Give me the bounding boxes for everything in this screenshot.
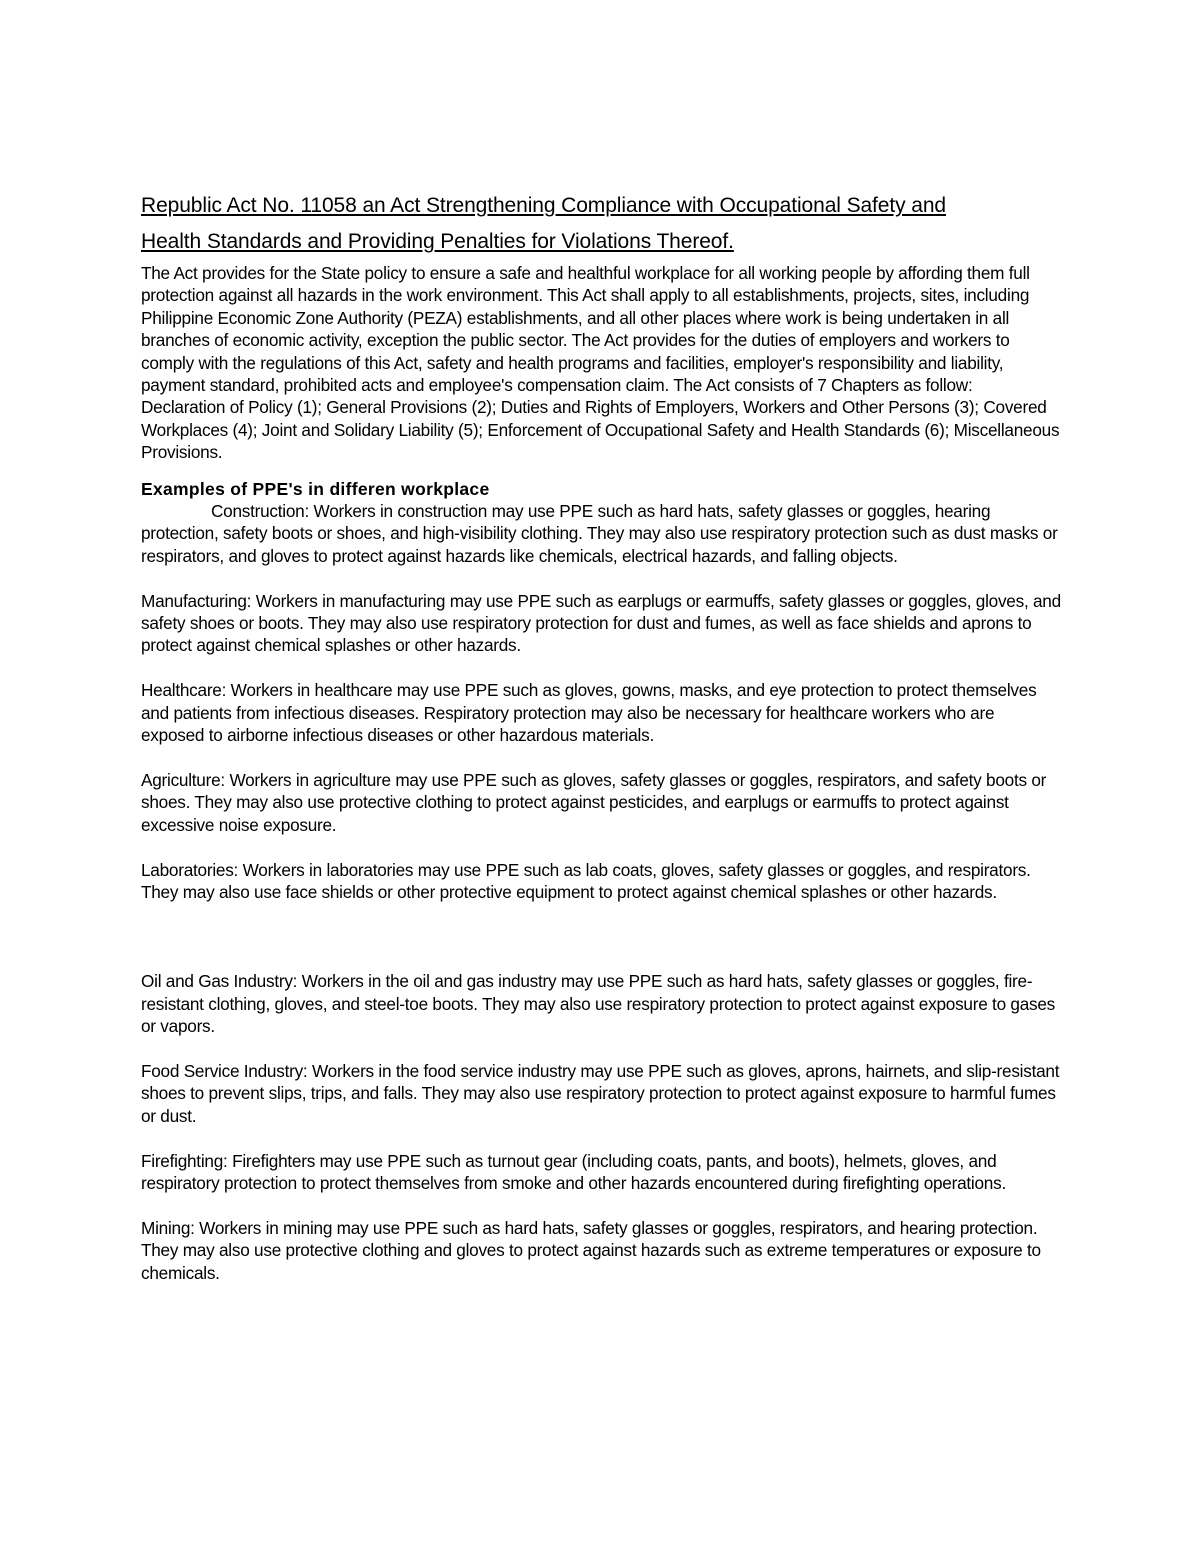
example-food-service: Food Service Industry: Workers in the food service industry may use PPE such as gloves, aprons, hairnets, and slip-resistant shoes to prevent slips, trips, and falls. They may also use respiratory protection to protect against exposure to harmful fumes or dust. bbox=[141, 1060, 1060, 1126]
document-page bbox=[141, 188, 1061, 1284]
example-firefighting: Firefighting: Firefighters may use PPE such as turnout gear (including coats, pants, and boots), helmets, gloves, and respiratory protection to protect themselves from smoke and other hazards encountered during firefighting operations. bbox=[141, 1150, 1006, 1193]
example-construction: Construction: Workers in construction may use PPE such as hard hats, safety glasses or goggles, hearing protection, safety boots or shoes, and high-visibility clothing. They may also use respiratory protection such as dust masks or respirators, and gloves to protect against hazards like chemicals, electrical hazards, and falling objects. bbox=[141, 501, 1058, 566]
document-title bbox=[141, 188, 1061, 260]
document-title-line-1: Republic Act No. 11058 an Act Strengthening Compliance with Occupational Safety and bbox=[141, 194, 946, 217]
example-manufacturing: Manufacturing: Workers in manufacturing may use PPE such as earplugs or earmuffs, safety glasses or goggles, gloves, and safety shoes or boots. They may also use respiratory protection for dust and fumes, as well as face shields and aprons to protect against chemical splashes or other hazards. bbox=[141, 590, 1061, 656]
example-oil-and-gas: Oil and Gas Industry: Workers in the oil and gas industry may use PPE such as hard hats, safety glasses or goggles, fire-resistant clothing, gloves, and steel-toe boots. They may also use respiratory protection to protect against exposure to gases or vapors. bbox=[141, 971, 1056, 1037]
example-agriculture: Agriculture: Workers in agriculture may use PPE such as gloves, safety glasses or goggles, respirators, and safety boots or shoes. They may also use protective clothing to protect against pesticides, and earplugs or earmuffs to protect against excessive noise exposure. bbox=[141, 769, 1047, 835]
example-laboratories: Laboratories: Workers in laboratories may use PPE such as lab coats, gloves, safety glasses or goggles, and respirators. They may also use face shields or other protective equipment to protect against chemical splashes or other hazards. bbox=[141, 859, 1031, 902]
section-heading: Examples of PPE's in differen workplace bbox=[141, 478, 490, 499]
example-mining: Mining: Workers in mining may use PPE such as hard hats, safety glasses or goggles, respirators, and hearing protection. They may also use protective clothing and gloves to protect against hazards such as extreme temperatures or exposure to chemicals. bbox=[141, 1217, 1041, 1283]
document-title-line-2: Health Standards and Providing Penalties for Violations Thereof. bbox=[141, 230, 734, 253]
intro-paragraph: The Act provides for the State policy to ensure a safe and healthful workplace for all working people by affording them full protection against all hazards in the work environment. This Act shall apply to all establishments, projects, sites, including Philippine Economic Zone Authority (PEZA) establishments, and all other places where work is being undertaken in all branches of economic activity, exception the public sector. The Act provides for the duties of employers and workers to comply with the regulations of this Act, safety and health programs and facilities, employer's responsibility and liability, payment standard, prohibited acts and employee's compensation claim. The Act consists of 7 Chapters as follow: Declaration of Policy (1); General Provisions (2); Duties and Rights of Employers, Workers and Other Persons (3); Covered Workplaces (4); Joint and Solidary Liability (5); Enforcement of Occupational Safety and Health Standards (6); Miscellaneous Provisions. bbox=[141, 263, 1060, 463]
example-healthcare: Healthcare: Workers in healthcare may use PPE such as gloves, gowns, masks, and eye protection to protect themselves and patients from infectious diseases. Respiratory protection may also be necessary for healthcare workers who are exposed to airborne infectious diseases or other hazardous materials. bbox=[141, 680, 1037, 746]
